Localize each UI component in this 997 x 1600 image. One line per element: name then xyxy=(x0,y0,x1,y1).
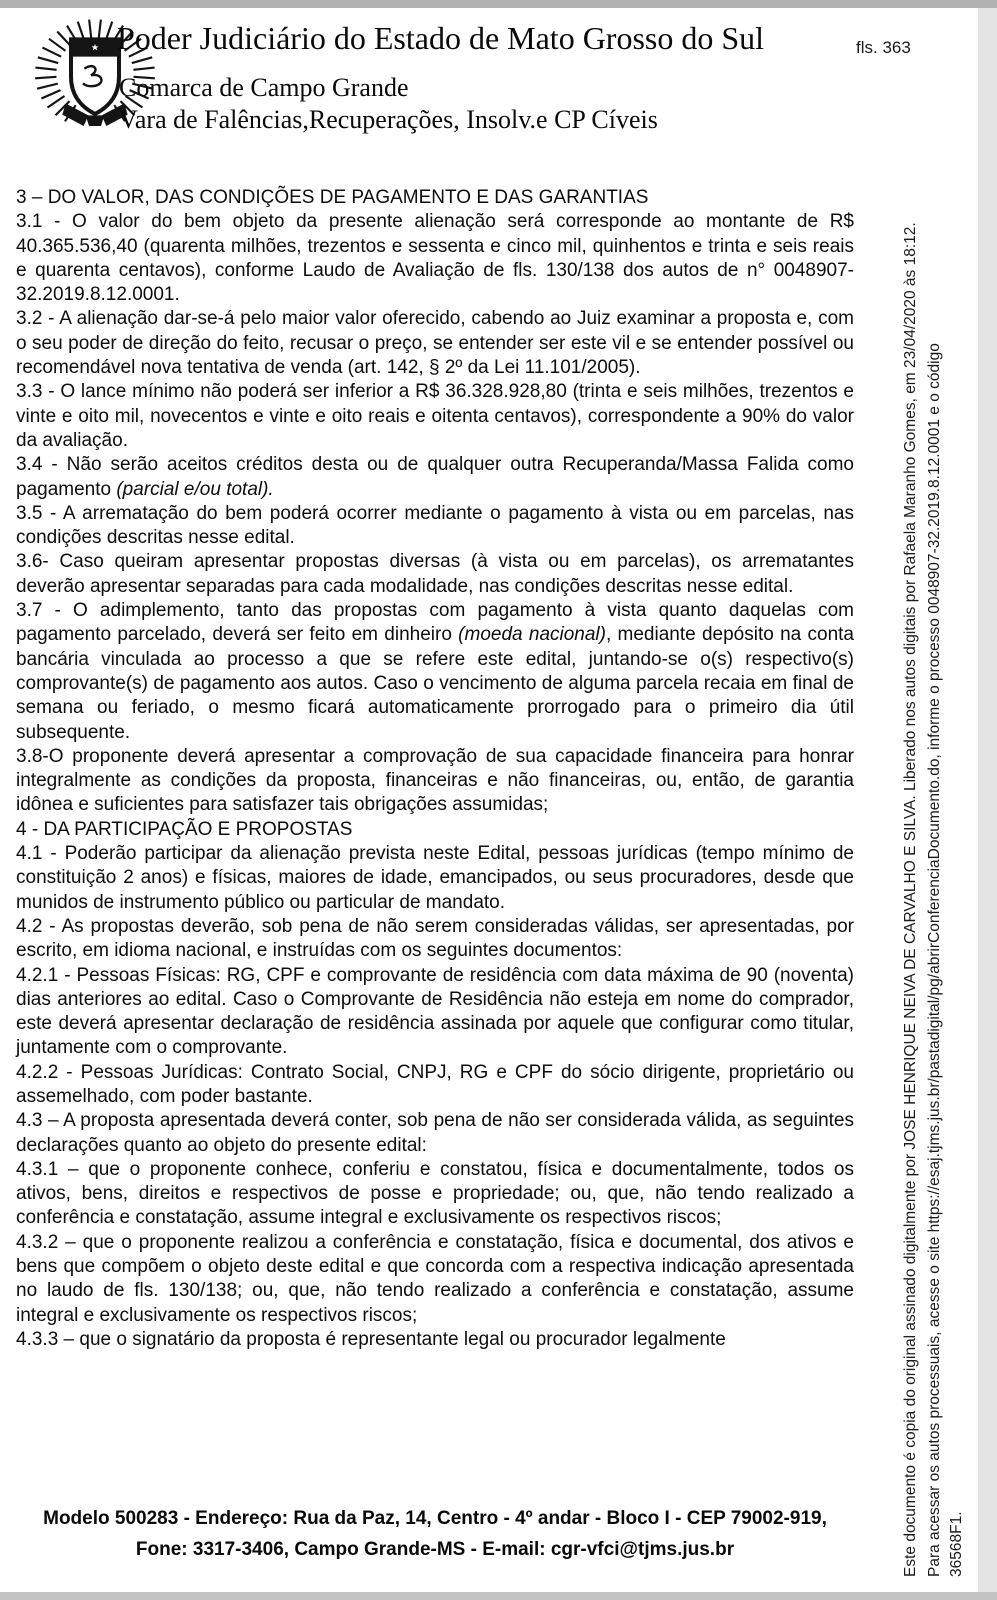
document-body xyxy=(16,186,854,1352)
footer-address-line: Modelo 500283 - Endereço: Rua da Paz, 14, Centro - 4º andar - Bloco I - CEP 79002-919, xyxy=(43,1508,827,1529)
paragraph-3-7: 3.7 - O adimplemento, tanto das propostas com pagamento à vista quanto daquelas com pagamento parcelado, deverá ser feito em dinheiro (moeda nacional), mediante depósito na conta bancária vinculada ao processo a que se refere este edital, juntando-se o(s) respectivo(s) comprovante(s) de pagamento aos autos. Caso o vencimento de alguma parcela recaia em final de semana ou feriado, o mesmo ficará automaticamente prorrogado para o primeiro dia útil subsequente. xyxy=(16,600,854,743)
paragraph-sec-4: 4 - DA PARTICIPAÇÃO E PROPOSTAS xyxy=(16,818,353,840)
page-number-fls: fls. 363 xyxy=(856,38,911,57)
page-edge-bottom xyxy=(0,1592,997,1600)
paragraph-3-8: 3.8-O proponente deverá apresentar a comprovação de sua capacidade financeira para honrar integralmente as condições da proposta, financeiras e não financeiras, ou, então, de garantia idônea e suficientes para satisfazer tais obrigações assumidas; xyxy=(16,745,854,816)
paragraph-3-1: 3.1 - O valor do bem objeto da presente alienação será corresponde ao montante de R$ 40.365.536,40 (quarenta milhões, trezentos e sessenta e cinco mil, quinhentos e trinta e seis reais e quarenta centavos), conforme Laudo de Avaliação de fls. 130/138 dos autos de n° 0048907-32.2019.8.12.0001. xyxy=(16,211,854,306)
paragraph-4-3: 4.3 – A proposta apresentada deverá conter, sob pena de não ser considerada válida, as seguintes declarações quanto ao objeto do presente edital: xyxy=(16,1110,854,1156)
paragraph-3-2: 3.2 - A alienação dar-se-á pelo maior valor oferecido, cabendo ao Juiz examinar a proposta e, com o seu poder de direção do feito, recusar o preço, se entender ser este vil e se entender possível ou recomendável nova tentativa de venda (art. 142, § 2º da Lei 11.101/2005). xyxy=(16,308,854,379)
footer-contact-line: Fone: 3317-3406, Campo Grande-MS - E-mail: cgr-vfci@tjms.jus.br xyxy=(135,1539,735,1560)
header-comarca: Comarca de Campo Grande xyxy=(119,73,409,102)
paragraph-4-2-1: 4.2.1 - Pessoas Físicas: RG, CPF e comprovante de residência com data máxima de 90 (noventa) dias anteriores ao edital. Caso o Comprovante de Residência não esteja em nome do comprador, este deverá apresentar declaração de residência assinada por aquele que configurar como titular, juntamente com o comprovante. xyxy=(16,964,854,1059)
header-vara: Vara de Falências,Recuperações, Insolv.e CP Cíveis xyxy=(119,105,658,134)
signature-stamp-line-1: Este documento é copia do original assinado digitalmente por JOSE HENRIQUE NEIVA DE CARVALHO E SILVA. Liberado nos autos digitais por Rafaela Maranho Gomes, em 23/04/2020 às 18:12. xyxy=(902,222,919,1577)
paragraph-4-2-2: 4.2.2 - Pessoas Jurídicas: Contrato Social, CNPJ, RG e CPF do sócio dirigente, proprietário ou assemelhado, com poder bastante. xyxy=(16,1061,854,1107)
signature-stamp-line-2: Para acessar os autos processuais, acesse o site https://esaj.tjms.jus.br/pastadigital/pg/abrirConferenciaDocumento.do, informe o processo 0048907-32.2019.8.12.0001 e o código xyxy=(926,343,943,1577)
paragraph-3-4: 3.4 - Não serão aceitos créditos desta ou de qualquer outra Recuperanda/Massa Falida como pagamento (parcial e/ou total). xyxy=(16,454,854,500)
paragraph-4-3-3: 4.3.3 – que o signatário da proposta é representante legal ou procurador legalmente xyxy=(16,1328,726,1350)
paragraph-sec-3: 3 – DO VALOR, DAS CONDIÇÕES DE PAGAMENTO E DAS GARANTIAS xyxy=(16,187,649,208)
paragraph-4-2: 4.2 - As propostas deverão, sob pena de não serem consideradas válidas, ser apresentadas, por escrito, em idioma nacional, e instruídas com os seguintes documentos: xyxy=(16,915,854,962)
signature-stamp-code: 36568F1. xyxy=(948,1511,965,1577)
paragraph-3-3: 3.3 - O lance mínimo não poderá ser inferior a R$ 36.328.928,80 (trinta e seis milhões, trezentos e vinte e oito mil, novecentos e vinte e oito reais e oitenta centavos), correspondente a 90% do valor da avaliação. xyxy=(16,381,854,451)
paragraph-4-3-2: 4.3.2 – que o proponente realizou a conferência e constatação, física e documental, dos ativos e bens que compõem o objeto deste edital e que concorda com a respectiva indicação apresentada no laudo de fls. 130/138; ou, que, não tendo realizado a conferência e constatação, assume integral e exclusivamente os respectivos riscos; xyxy=(16,1231,854,1326)
page-title: Poder Judiciário do Estado de Mato Grosso do Sul xyxy=(117,20,765,56)
footer xyxy=(16,1503,854,1565)
paragraph-4-1: 4.1 - Poderão participar da alienação prevista neste Edital, pessoas jurídicas (tempo mínimo de constituição 2 anos) e físicas, maiores de idade, emancipados, ou seus procuradores, desde que munidos de instrumento público ou particular de mandato. xyxy=(16,843,854,913)
paragraph-3-5: 3.5 - A arrematação do bem poderá ocorrer mediante o pagamento à vista ou em parcelas, nas condições descritas nesse edital. xyxy=(16,502,854,549)
paragraph-3-6: 3.6- Caso queiram apresentar propostas diversas (à vista ou em parcelas), os arrematantes deverão apresentar separadas para cada modalidade, nas condições descritas nesse edital. xyxy=(16,551,854,597)
page-edge-top xyxy=(0,0,997,8)
page-edge-right xyxy=(978,8,997,1592)
paragraph-4-3-1: 4.3.1 – que o proponente conhece, conferiu e constatou, física e documentalmente, todos os ativos, bens, direitos e respectivos de posse e propriedade; ou, que, não tendo realizado a conferência e constatação, assume integral e exclusivamente os respectivos riscos; xyxy=(16,1158,854,1229)
